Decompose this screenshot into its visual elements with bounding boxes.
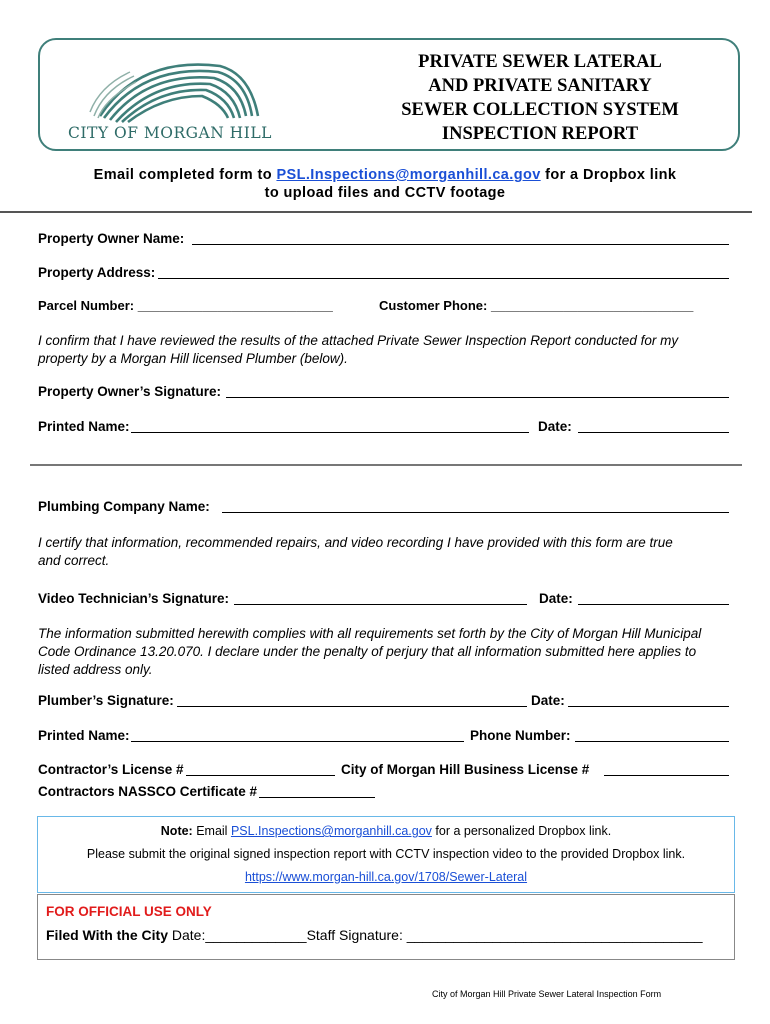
title-line-2: AND PRIVATE SANITARY bbox=[428, 76, 652, 96]
note-prefix: Email bbox=[192, 824, 231, 838]
contractor-license-label: Contractor’s License # bbox=[38, 762, 184, 777]
divider-middle bbox=[30, 464, 742, 466]
tech-signature-field[interactable] bbox=[234, 604, 527, 605]
owner-date-label: Date: bbox=[538, 419, 572, 434]
owner-date-field[interactable] bbox=[578, 432, 729, 433]
tech-date-label: Date: bbox=[539, 591, 573, 606]
email-notice-suffix: for a Dropbox link bbox=[540, 167, 677, 183]
footer-text: City of Morgan Hill Private Sewer Lateral Inspection Form bbox=[432, 989, 662, 999]
compliance-line-2: Code Ordinance 13.20.070. I declare under the penalty of perjury that all information submitted here applies to bbox=[38, 644, 697, 659]
staff-signature-field[interactable]: ______________________________________ bbox=[406, 927, 703, 943]
title-line-1: PRIVATE SEWER LATERAL bbox=[418, 52, 662, 72]
customer-phone-field[interactable]: Customer Phone: ____________________________ bbox=[379, 298, 694, 313]
email-link[interactable]: PSL.Inspections@morganhill.ca.gov bbox=[276, 167, 541, 183]
note-label: Note: bbox=[160, 824, 193, 838]
note-email-link[interactable]: PSL.Inspections@morganhill.ca.gov bbox=[230, 824, 432, 838]
owner-printed-name-field[interactable] bbox=[131, 432, 529, 433]
page-title bbox=[350, 50, 730, 146]
owner-printed-name-label: Printed Name: bbox=[38, 419, 130, 434]
note-suffix: for a personalized Dropbox link. bbox=[431, 824, 612, 838]
parcel-number-field[interactable]: Parcel Number: ___________________________ bbox=[38, 298, 333, 313]
plumber-printed-name-label: Printed Name: bbox=[38, 728, 130, 743]
email-notice bbox=[40, 166, 730, 202]
plumber-printed-name-field[interactable] bbox=[131, 741, 464, 742]
tech-date-field[interactable] bbox=[578, 604, 729, 605]
confirm-line-1: I confirm that I have reviewed the results of the attached Private Sewer Inspection Report conducted for my bbox=[38, 333, 679, 348]
note-line-1 bbox=[38, 824, 734, 838]
sewer-lateral-url-link[interactable]: https://www.morgan-hill.ca.gov/1708/Sewer-Lateral bbox=[244, 870, 528, 884]
nassco-label: Contractors NASSCO Certificate # bbox=[38, 784, 258, 799]
business-license-label: City of Morgan Hill Business License # bbox=[341, 762, 590, 777]
owner-signature-field[interactable] bbox=[226, 397, 729, 398]
tech-signature-label: Video Technician’s Signature: bbox=[38, 591, 230, 606]
official-use-box bbox=[37, 894, 735, 960]
logo-text: CITY OF MORGAN HILL bbox=[68, 124, 272, 142]
note-box bbox=[37, 816, 735, 893]
divider-top bbox=[0, 211, 752, 213]
company-name-field[interactable] bbox=[222, 512, 729, 513]
note-line-2: Please submit the original signed inspection report with CCTV inspection video to the provided Dropbox link. bbox=[86, 847, 686, 861]
filed-date-field[interactable]: _____________ bbox=[205, 927, 307, 943]
business-license-field[interactable] bbox=[604, 775, 729, 776]
confirm-line-2: property by a Morgan Hill licensed Plumber (below). bbox=[38, 351, 348, 366]
filed-label: Filed With the City bbox=[46, 927, 168, 943]
plumber-signature-label: Plumber’s Signature: bbox=[38, 693, 174, 708]
staff-signature-label: Staff Signature: bbox=[306, 927, 407, 943]
company-name-label: Plumbing Company Name: bbox=[38, 499, 210, 514]
filed-with-city-row bbox=[46, 927, 703, 943]
plumber-signature-field[interactable] bbox=[177, 706, 527, 707]
plumber-phone-label: Phone Number: bbox=[470, 728, 571, 743]
certify-line-2: and correct. bbox=[38, 553, 110, 568]
official-use-title: FOR OFFICIAL USE ONLY bbox=[46, 904, 212, 919]
title-line-4: INSPECTION REPORT bbox=[441, 124, 639, 144]
owner-name-field[interactable] bbox=[192, 244, 729, 245]
filed-date-label: Date: bbox=[167, 927, 206, 943]
compliance-line-1: The information submitted herewith complies with all requirements set forth by the City of Morgan Hill Municipal bbox=[38, 626, 702, 641]
owner-signature-label: Property Owner’s Signature: bbox=[38, 384, 222, 399]
email-notice-line2: to upload files and CCTV footage bbox=[264, 185, 506, 201]
plumber-date-label: Date: bbox=[531, 693, 565, 708]
address-field[interactable] bbox=[158, 278, 729, 279]
plumber-phone-field[interactable] bbox=[575, 741, 729, 742]
contractor-license-field[interactable] bbox=[186, 775, 335, 776]
title-line-3: SEWER COLLECTION SYSTEM bbox=[401, 100, 679, 120]
compliance-line-3: listed address only. bbox=[38, 662, 153, 677]
owner-name-label: Property Owner Name: bbox=[38, 231, 185, 246]
email-notice-prefix: Email completed form to bbox=[93, 167, 277, 183]
address-label: Property Address: bbox=[38, 265, 156, 280]
certify-line-1: I certify that information, recommended repairs, and video recording I have provided with this form are true bbox=[38, 535, 673, 550]
nassco-field[interactable] bbox=[259, 797, 375, 798]
plumber-date-field[interactable] bbox=[568, 706, 729, 707]
header-box bbox=[38, 38, 740, 151]
